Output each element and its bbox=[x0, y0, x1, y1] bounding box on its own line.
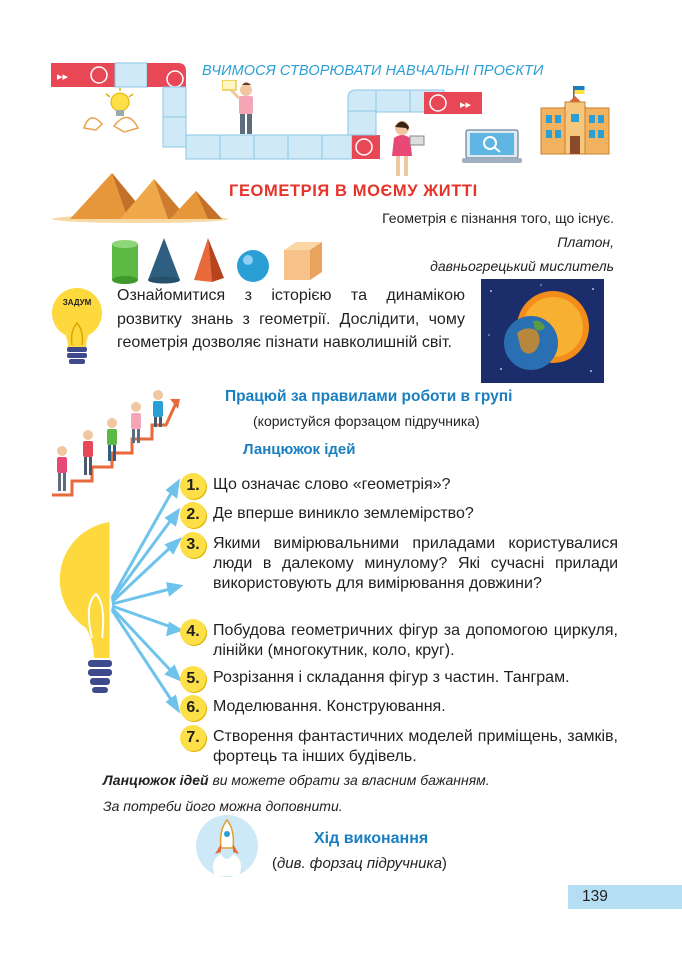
idea-number-badge: 7. bbox=[180, 725, 206, 751]
idea-chain-heading: Ланцюжок ідей bbox=[243, 441, 356, 458]
group-work-heading: Працюй за правилами роботи в групі bbox=[225, 388, 513, 405]
execution-heading: Хід виконання bbox=[314, 830, 429, 847]
earth-sun-image bbox=[481, 279, 604, 383]
svg-text:▸▸: ▸▸ bbox=[57, 70, 69, 83]
epigraph-author-description: давньогрецький мислитель bbox=[430, 258, 614, 274]
epigraph-author: Платон, bbox=[557, 234, 614, 250]
pyramids-illustration bbox=[50, 165, 230, 223]
idea-number-badge: 4. bbox=[180, 619, 206, 645]
idea-item-text: Якими вимірювальними приладами користувалися люди в далекому минулому? Які сучасні прилади використовують для вимірювання довжини? bbox=[213, 535, 618, 592]
idea-chain-note-rest: ви можете обрати за власним бажанням. bbox=[208, 772, 490, 788]
project-goal-text: Ознайомитися з історією та динамікою розвитку знань з геометрії. Дослідити, чому геометрія дозволяє пізнати навколишній світ. bbox=[117, 287, 465, 351]
idea-chain-note-line-1 bbox=[103, 772, 490, 788]
idea-number-badge: 1. bbox=[180, 473, 206, 499]
section-title: ГЕОМЕТРІЯ В МОЄМУ ЖИТТІ bbox=[229, 182, 478, 200]
idea-number-badge: 5. bbox=[180, 666, 206, 692]
rocket-launch-icon bbox=[195, 814, 259, 878]
idea-item-text: Розрізання і складання фігур з частин. Танграм. bbox=[213, 669, 570, 686]
egg-lightbulb-illustration bbox=[80, 88, 140, 138]
idea-item-2 bbox=[180, 502, 618, 528]
execution-note-close: ) bbox=[441, 855, 447, 872]
idea-badge-label: ЗАДУМ bbox=[62, 298, 92, 307]
idea-item-text: Що означає слово «геометрія»? bbox=[213, 476, 451, 493]
girl-with-laptop-illustration bbox=[386, 118, 426, 180]
idea-chain-note-bold: Ланцюжок ідей bbox=[103, 772, 209, 788]
idea-item-text: Моделювання. Конструювання. bbox=[213, 698, 446, 715]
idea-item-3 bbox=[180, 532, 618, 616]
idea-number-badge: 6. bbox=[180, 695, 206, 721]
group-work-note: (користуйся форзацом підручника) bbox=[253, 413, 480, 429]
idea-item-4 bbox=[180, 619, 618, 663]
execution-note-open: ( bbox=[272, 855, 277, 872]
idea-item-text: Створення фантастичних моделей приміщень, замків, фортець та інших будівель. bbox=[213, 728, 618, 765]
svg-text:▸▸: ▸▸ bbox=[460, 98, 472, 111]
geometric-solids-illustration bbox=[108, 236, 326, 284]
idea-item-text: Де вперше виникло землемірство? bbox=[213, 505, 474, 522]
idea-item-1 bbox=[180, 473, 618, 499]
page-number: 139 bbox=[568, 885, 682, 909]
idea-item-5 bbox=[180, 666, 618, 692]
idea-number-badge: 2. bbox=[180, 502, 206, 528]
idea-item-7 bbox=[180, 725, 618, 769]
execution-note-italic: див. форзац підручника bbox=[277, 855, 442, 872]
idea-item-text: Побудова геометричних фігур за допомогою циркуля, лінійки (многокутник, коло, круг). bbox=[213, 622, 618, 659]
idea-rays-lightbulb-illustration bbox=[50, 478, 185, 714]
boy-presenter-illustration bbox=[222, 80, 268, 138]
idea-chain-note-line-2: За потреби його можна доповнити. bbox=[103, 798, 343, 814]
execution-note bbox=[272, 855, 447, 872]
epigraph-quote: Геометрія є пізнання того, що існує. bbox=[382, 210, 614, 226]
school-building-illustration bbox=[537, 84, 613, 156]
idea-item-6 bbox=[180, 695, 618, 721]
banner-title: ВЧИМОСЯ СТВОРЮВАТИ НАВЧАЛЬНІ ПРОЄКТИ bbox=[202, 63, 544, 79]
idea-number-badge: 3. bbox=[180, 532, 206, 558]
laptop-map-illustration bbox=[462, 129, 522, 165]
